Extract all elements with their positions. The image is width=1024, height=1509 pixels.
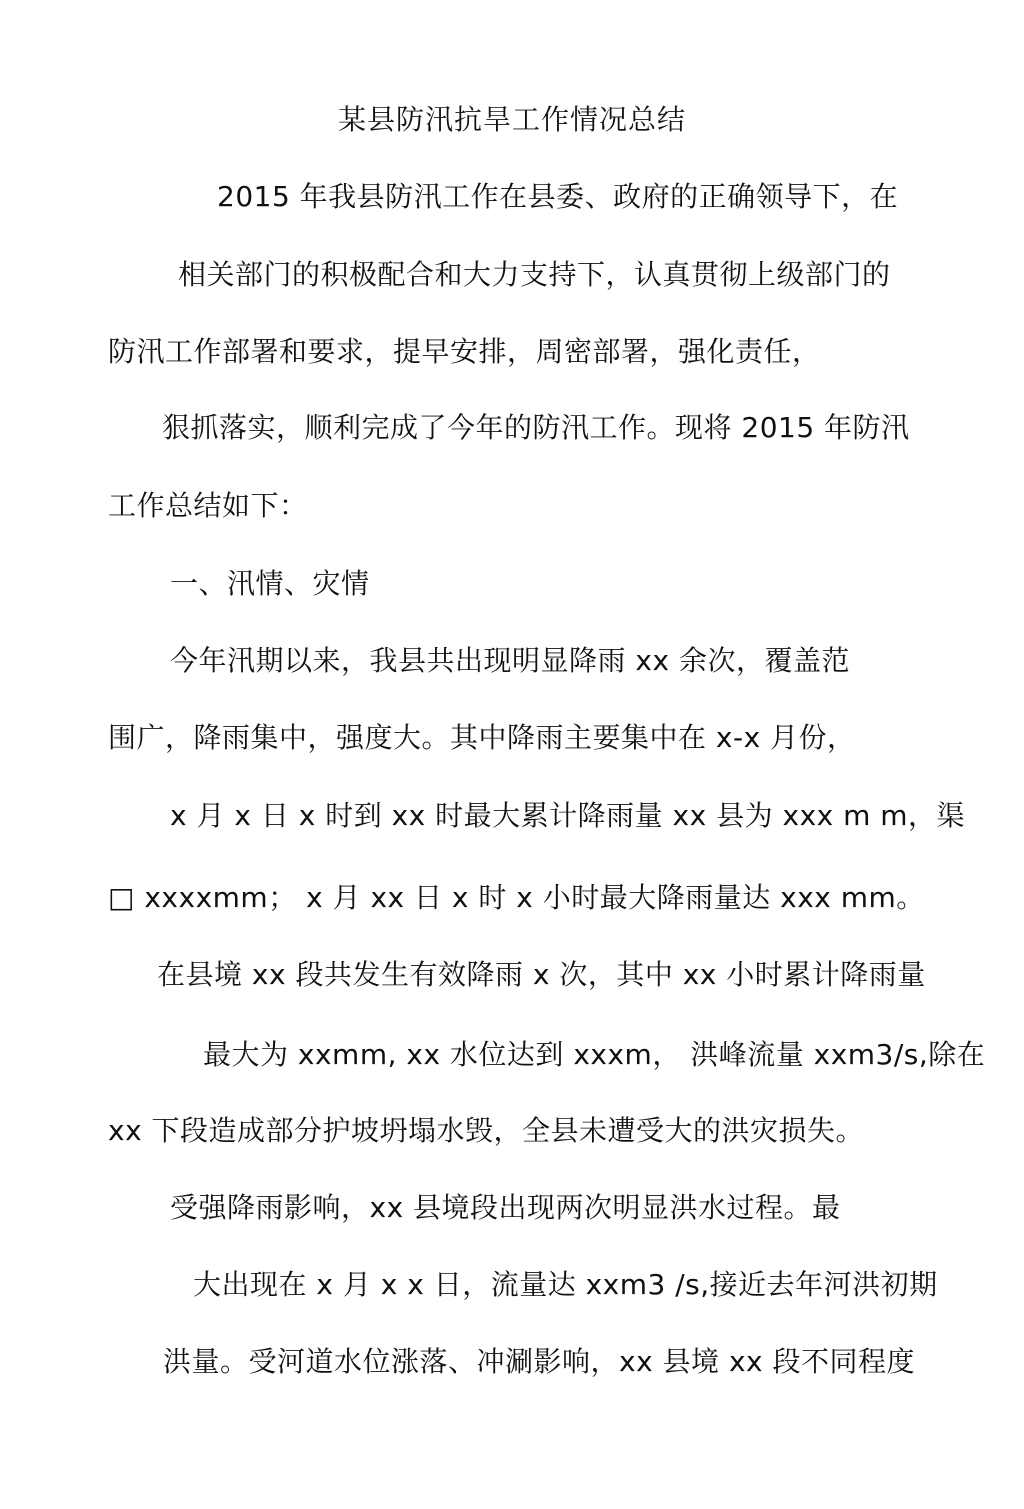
paragraph-line: □ xxxxmm； x 月 xx 日 x 时 x 小时最大降雨量达 xxx mm。 bbox=[108, 881, 925, 914]
paragraph-line: 大出现在 x 月 x x 日，流量达 xxm3 /s,接近去年河洪初期 bbox=[193, 1268, 938, 1301]
paragraph-line: x 月 x 日 x 时到 xx 时最大累计降雨量 xx 县为 xxx m m，渠 bbox=[170, 799, 966, 832]
paragraph-line: 受强降雨影响，xx 县境段出现两次明显洪水过程。最 bbox=[170, 1191, 841, 1224]
paragraph-line: 在县境 xx 段共发生有效降雨 x 次，其中 xx 小时累计降雨量 bbox=[157, 958, 926, 991]
paragraph-line: 相关部门的积极配合和大力支持下，认真贯彻上级部门的 bbox=[178, 258, 891, 291]
paragraph-line: 最大为 xxmm, xx 水位达到 xxxm， 洪峰流量 xxm3/s,除在 bbox=[203, 1038, 986, 1071]
paragraph-line: 围广，降雨集中，强度大。其中降雨主要集中在 x-x 月份， bbox=[108, 721, 856, 754]
section-heading: 一、汛情、灾情 bbox=[170, 567, 370, 600]
paragraph-line: 狠抓落实，顺利完成了今年的防汛工作。现将 2015 年防汛 bbox=[162, 411, 910, 444]
paragraph-line: 洪量。受河道水位涨落、冲涮影响，xx 县境 xx 段不同程度 bbox=[163, 1345, 915, 1378]
document-title: 某县防汛抗旱工作情况总结 bbox=[337, 103, 686, 136]
paragraph-line: 2015 年我县防汛工作在县委、政府的正确领导下，在 bbox=[217, 180, 899, 213]
paragraph-line: 工作总结如下： bbox=[108, 489, 308, 522]
paragraph-line: xx 下段造成部分护坡坍塌水毁，全县未遭受大的洪灾损失。 bbox=[108, 1114, 865, 1147]
paragraph-line: 防汛工作部署和要求，提早安排，周密部署，强化责任， bbox=[108, 335, 821, 368]
paragraph-line: 今年汛期以来，我县共出现明显降雨 xx 余次，覆盖范 bbox=[170, 644, 850, 677]
